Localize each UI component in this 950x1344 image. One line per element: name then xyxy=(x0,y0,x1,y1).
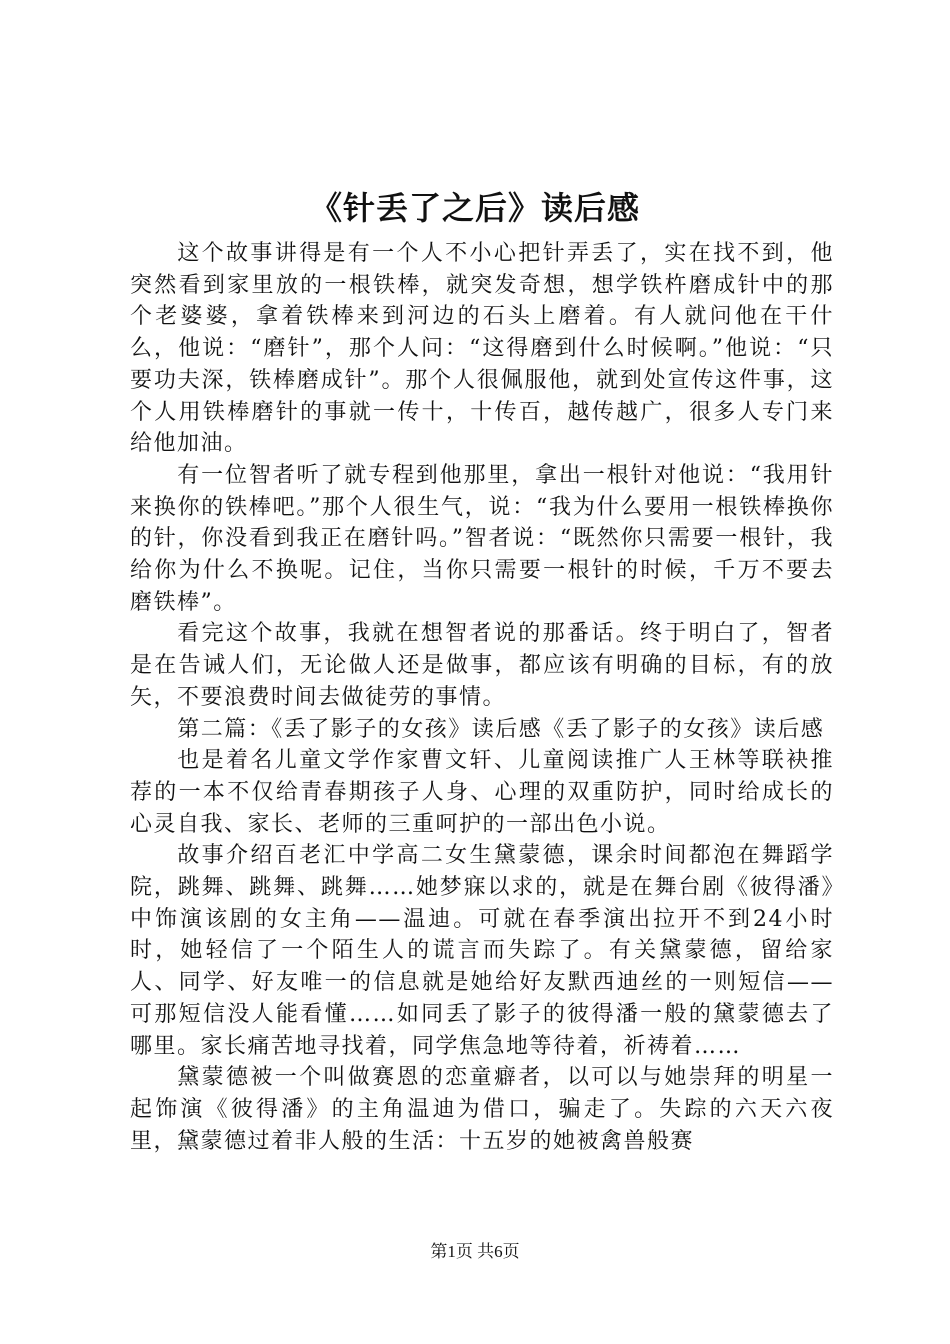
page-footer: 第1页 共6页 xyxy=(430,1242,520,1261)
document-body xyxy=(130,238,834,1157)
paragraph: 有一位智者听了就专程到他那里，拿出一根针对他说：“我用针来换你的铁棒吧。”那个人很生气，说：“我为什么要用一根铁棒换你的针，你没看到我正在磨针吗。”智者说：“既然你只需要一根针，我给你为什么不换呢。记住，当你只需要一根针的时候，千万不要去磨铁棒”。 xyxy=(130,462,834,615)
paragraph: 黛蒙德被一个叫做赛恩的恋童癖者，以可以与她崇拜的明星一起饰演《彼得潘》的主角温迪为借口，骗走了。失踪的六天六夜里，黛蒙德过着非人般的生活：十五岁的她被禽兽般赛 xyxy=(130,1065,834,1154)
section-heading: 第二篇：《丢了影子的女孩》读后感《丢了影子的女孩》读后感 xyxy=(177,716,825,742)
paragraph: 也是着名儿童文学作家曹文轩、儿童阅读推广人王林等联袂推荐的一本不仅给青春期孩子人身、心理的双重防护，同时给成长的心灵自我、家长、老师的三重呵护的一部出色小说。 xyxy=(130,748,834,837)
paragraph: 这个故事讲得是有一个人不小心把针弄丢了，实在找不到，他突然看到家里放的一根铁棒，就突发奇想，想学铁杵磨成针中的那个老婆婆，拿着铁棒来到河边的石头上磨着。有人就问他在干什么，他说：“磨针”，那个人问：“这得磨到什么时候啊。”他说：“只要功夫深，铁棒磨成针”。那个人很佩服他，就到处宣传这件事，这个人用铁棒磨针的事就一传十，十传百，越传越广，很多人专门来给他加油。 xyxy=(130,241,834,457)
paragraph: 故事介绍百老汇中学高二女生黛蒙德，课余时间都泡在舞蹈学院，跳舞、跳舞、跳舞……她梦寐以求的，就是在舞台剧《彼得潘》中饰演该剧的女主角——温迪。可就在春季演出拉开不到24小时时，她轻信了一个陌生人的谎言而失踪了。有关黛蒙德，留给家人、同学、好友唯一的信息就是她给好友默西迪丝的一则短信——可那短信没人能看懂……如同丢了影子的彼得潘一般的黛蒙德去了哪里。家长痛苦地寻找着，同学焦急地等待着，祈祷着…… xyxy=(130,843,834,1059)
document-title: 《针丢了之后》读后感 xyxy=(309,189,640,227)
paragraph: 看完这个故事，我就在想智者说的那番话。终于明白了，智者是在告诫人们，无论做人还是做事，都应该有明确的目标，有的放矢，不要浪费时间去做徒劳的事情。 xyxy=(130,621,834,710)
